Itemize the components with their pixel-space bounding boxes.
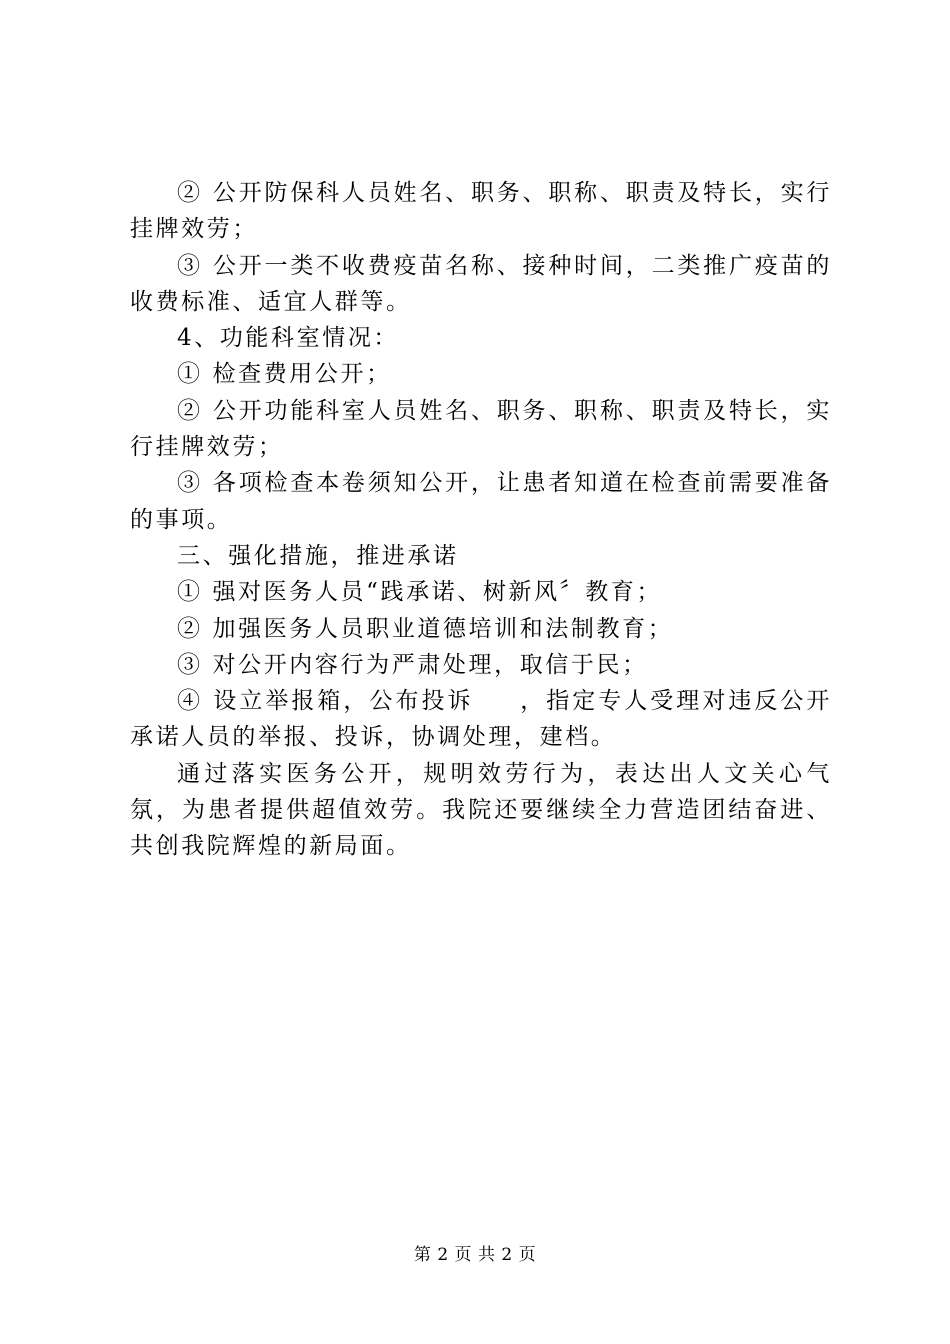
paragraph-item-1-education: ① 强对医务人员“践承诺、树新风〞教育；	[177, 579, 663, 606]
paragraph-item-1-fees: ① 检查费用公开；	[177, 361, 392, 388]
paragraph-item-4-report-box: ④ 设立举报箱，公布投诉 ，指定专人受理对违反公开承诺人员的举报、投诉，协调处理，建档。	[130, 688, 832, 751]
paragraph-conclusion: 通过落实医务公开，规明效劳行为，表达出人文关心气氛，为患者提供超值效劳。我院还要继续全力营造团结奋进、共创我院辉煌的新局面。	[130, 760, 832, 860]
paragraph-item-3-handling: ③ 对公开内容行为严肃处理，取信于民；	[177, 651, 648, 678]
document-body	[130, 175, 832, 865]
paragraph-item-2-training: ② 加强医务人员职业道德培训和法制教育；	[177, 615, 674, 642]
paragraph-item-3-exam-notes: ③ 各项检查本卷须知公开，让患者知道在检查前需要准备的事项。	[130, 470, 832, 533]
paragraph-item-2-staff: ② 公开防保科人员姓名、职务、职称、职责及特长，实行挂牌效劳；	[130, 180, 832, 243]
section-heading-functional-depts: 4、功能科室情况：	[177, 325, 400, 352]
paragraph-item-2-functional-staff: ② 公开功能科室人员姓名、职务、职称、职责及特长，实行挂牌效劳；	[130, 397, 832, 461]
section-heading-measures: 三、强化措施，推进承诺	[177, 542, 459, 569]
page-number-footer: 第 2 页 共 2 页	[413, 1245, 537, 1265]
paragraph-item-3-vaccines: ③ 公开一类不收费疫苗名称、接种时间，二类推广疫苗的收费标准、适宜人群等。	[130, 252, 832, 315]
